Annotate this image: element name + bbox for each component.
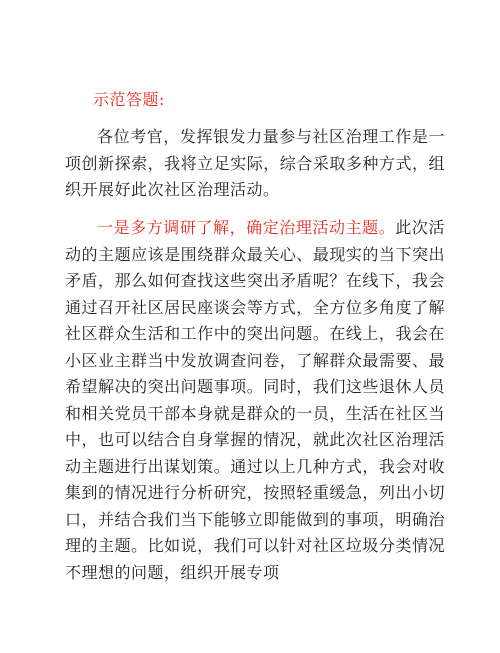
intro-paragraph (65, 124, 445, 204)
answer-heading: 示范答题: (93, 90, 165, 109)
intro-paragraph-text: 各位考官，发挥银发力量参与社区治理工作是一项创新探索，我将立足实际，综合采取多种方式，组织开展好此次社区治理活动。 (65, 127, 445, 199)
point-one-paragraph (65, 215, 445, 586)
point-one-body: 此次活动的主题应该是围绕群众最关心、最现实的当下突出矛盾，那么如何查找这些突出矛盾呢？在线下，我会通过召开社区居民座谈会等方式，全方位多角度了解社区群众生活和工作中的突出问题。在线上，我会在小区业主群当中发放调查问卷，了解群众最需要、最希望解决的突出问题事项。同时，我们这些退休人员和相关党员干部本身就是群众的一员，生活在社区当中，也可以结合自身掌握的情况，就此次社区治理活动主题进行出谋划策。通过以上几种方式，我会对收集到的情况进行分析研究，按照轻重缓急，列出小切口，并结合我们当下能够立即能做到的事项，明确治理的主题。比如说，我们可以针对社区垃圾分类情况不理想的问题，组织开展专项 (65, 218, 445, 582)
point-one-heading: 一是多方调研了解，确定治理活动主题。 (97, 218, 396, 237)
